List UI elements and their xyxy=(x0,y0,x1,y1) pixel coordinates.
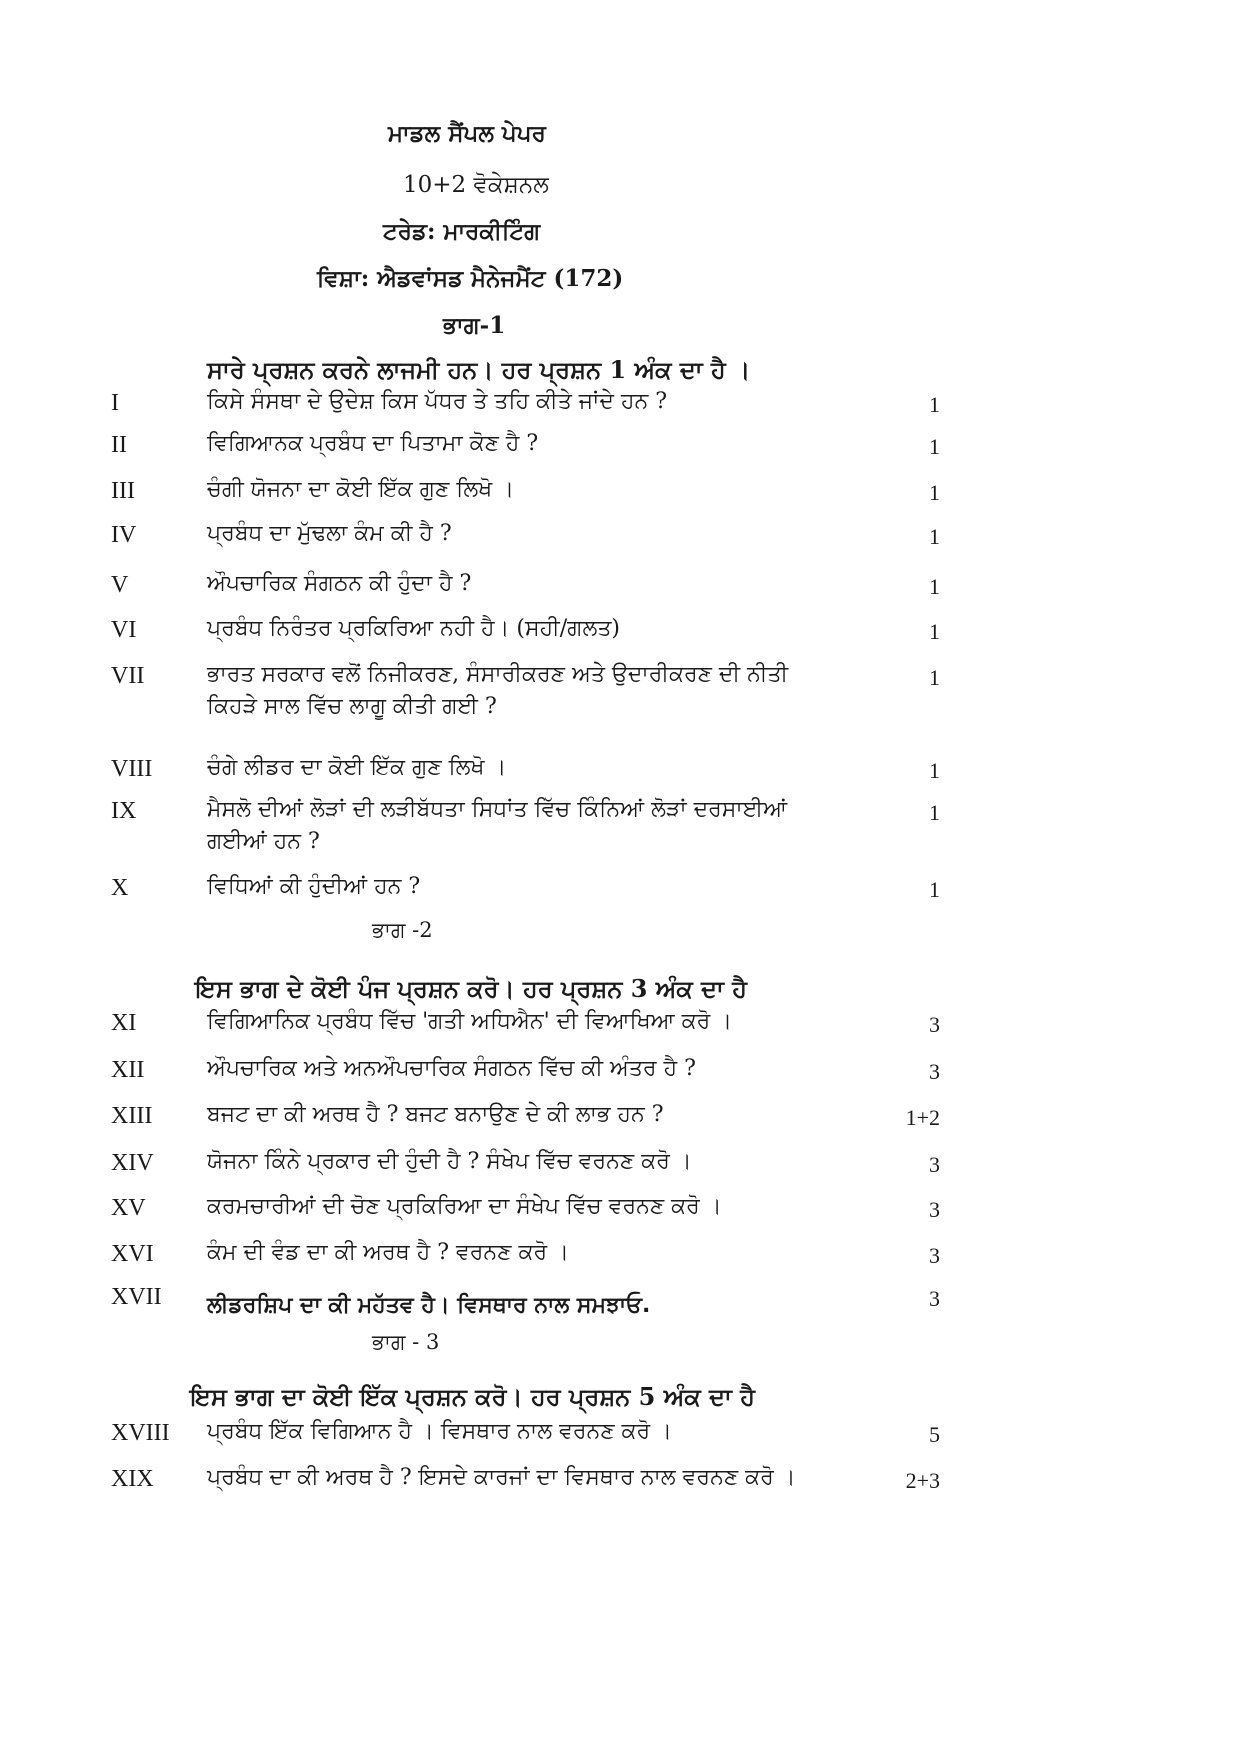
part-3-label: ਭਾਗ - 3 xyxy=(372,1330,440,1354)
question-marks: 1 xyxy=(929,665,940,690)
question-number: X xyxy=(111,875,129,901)
part-1-label: ਭਾਗ-1 xyxy=(443,312,506,339)
question-text: ਮੈਸਲੋ ਦੀਆਂ ਲੋੜਾਂ ਦੀ ਲੜੀਬੱਧਤਾ ਸਿਧਾਂਤ ਵਿੱਚ ਕਿੰਨਿਆਂ ਲੋੜਾਂ ਦਰਸਾਈਆਂ ਗਈਆਂ ਹਨ ? xyxy=(207,797,788,854)
question-marks: 1 xyxy=(929,574,940,599)
question-number: IX xyxy=(111,798,137,824)
question-number: IV xyxy=(111,522,137,548)
question-number: XIII xyxy=(111,1103,153,1129)
question-marks: 3 xyxy=(929,1197,940,1222)
question-marks: 1 xyxy=(929,877,940,902)
question-marks: 3 xyxy=(929,1059,940,1084)
question-text: ਚੰਗੇ ਲੀਡਰ ਦਾ ਕੋਈ ਇੱਕ ਗੁਣ ਲਿਖੋ । xyxy=(207,755,507,780)
question-marks: 1 xyxy=(929,619,940,644)
question-text: ਵਿਗਿਆਨਕ ਪ੍ਰਬੰਧ ਦਾ ਪਿਤਾਮਾ ਕੋਣ ਹੈ ? xyxy=(207,431,539,456)
part-2-instruction: ਇਸ ਭਾਗ ਦੇ ਕੋਈ ਪੰਜ ਪ੍ਰਸ਼ਨ ਕਰੋ। ਹਰ ਪ੍ਰਸ਼ਨ 3 ਅੰਕ ਦਾ ਹੈ xyxy=(195,974,747,1003)
trade-label: ਟਰੇਡ: ਮਾਰਕੀਟਿੰਗ xyxy=(383,218,541,245)
question-number: II xyxy=(111,432,127,458)
question-marks: 3 xyxy=(929,1243,940,1268)
question-marks: 5 xyxy=(929,1422,940,1447)
question-marks: 1+2 xyxy=(905,1105,940,1130)
question-text: ਲੀਡਰਸ਼ਿਪ ਦਾ ਕੀ ਮਹੱਤਵ ਹੈ। ਵਿਸਥਾਰ ਨਾਲ ਸਮਝਾਓ. xyxy=(207,1293,651,1318)
question-text: ਔਪਚਾਰਿਕ ਸੰਗਠਨ ਕੀ ਹੁੰਦਾ ਹੈ ? xyxy=(207,571,472,596)
question-number: XVI xyxy=(111,1241,154,1267)
question-marks: 3 xyxy=(929,1286,940,1311)
part-1-instruction: ਸਾਰੇ ਪ੍ਰਸ਼ਨ ਕਰਨੇ ਲਾਜਮੀ ਹਨ। ਹਰ ਪ੍ਰਸ਼ਨ 1 ਅੰਕ ਦਾ ਹੈ । xyxy=(207,355,751,384)
question-text: ਯੋਜਨਾ ਕਿੰਨੇ ਪ੍ਰਕਾਰ ਦੀ ਹੁੰਦੀ ਹੈ ? ਸੰਖੇਪ ਵਿੱਚ ਵਰਨਣ ਕਰੋ । xyxy=(207,1149,692,1174)
question-number: XVIII xyxy=(111,1420,170,1446)
question-text: ਪ੍ਰਬੰਧ ਨਿਰੰਤਰ ਪ੍ਰਕਿਰਿਆ ਨਹੀ ਹੈ। (ਸਹੀ/ਗਲਤ) xyxy=(207,616,620,641)
question-number: VII xyxy=(111,663,145,689)
part-2-label: ਭਾਗ -2 xyxy=(372,918,433,942)
question-number: III xyxy=(111,478,135,504)
question-text: ਵਿਗਿਆਨਿਕ ਪ੍ਰਬੰਧ ਵਿੱਚ 'ਗਤੀ ਅਧਿਐਨ' ਦੀ ਵਿਆਖਿਆ ਕਰੋ । xyxy=(207,1009,733,1034)
question-text: ਕਰਮਚਾਰੀਆਂ ਦੀ ਚੋਣ ਪ੍ਰਕਿਰਿਆ ਦਾ ਸੰਖੇਪ ਵਿੱਚ ਵਰਨਣ ਕਰੋ । xyxy=(207,1194,722,1219)
question-text: ਬਜਟ ਦਾ ਕੀ ਅਰਥ ਹੈ ? ਬਜਟ ਬਨਾਉਣ ਦੇ ਕੀ ਲਾਭ ਹਨ ? xyxy=(207,1102,664,1127)
question-text: ਪ੍ਰਬੰਧ ਇੱਕ ਵਿਗਿਆਨ ਹੈ । ਵਿਸਥਾਰ ਨਾਲ ਵਰਨਣ ਕਰੋ । xyxy=(207,1419,673,1444)
question-number: XII xyxy=(111,1057,145,1083)
question-text: ਵਿਧਿਆਂ ਕੀ ਹੁੰਦੀਆਂ ਹਨ ? xyxy=(207,874,421,899)
class-label: 10+2 ਵੋਕੇਸ਼ਨਲ xyxy=(403,172,549,198)
question-text: ਚੰਗੀ ਯੋਜਨਾ ਦਾ ਕੋਈ ਇੱਕ ਗੁਣ ਲਿਖੋ । xyxy=(207,477,515,502)
part-3-instruction: ਇਸ ਭਾਗ ਦਾ ਕੋਈ ਇੱਕ ਪ੍ਰਸ਼ਨ ਕਰੋ। ਹਰ ਪ੍ਰਸ਼ਨ 5 ਅੰਕ ਦਾ ਹੈ xyxy=(190,1382,755,1411)
question-marks: 1 xyxy=(929,800,940,825)
paper-title: ਮਾਡਲ ਸੈਂਪਲ ਪੇਪਰ xyxy=(388,120,546,147)
question-number: XV xyxy=(111,1195,146,1221)
question-marks: 1 xyxy=(929,480,940,505)
question-number: XIX xyxy=(111,1466,154,1492)
question-marks: 1 xyxy=(929,758,940,783)
question-marks: 3 xyxy=(929,1012,940,1037)
question-marks: 3 xyxy=(929,1152,940,1177)
question-text: ਪ੍ਰਬੰਧ ਦਾ ਮੁੱਢਲਾ ਕੰਮ ਕੀ ਹੈ ? xyxy=(207,521,452,546)
question-text: ਕਿਸੇ ਸੰਸਥਾ ਦੇ ਉਦੇਸ਼ ਕਿਸ ਪੱਧਰ ਤੇ ਤਹਿ ਕੀਤੇ ਜਾਂਦੇ ਹਨ ? xyxy=(207,389,667,414)
question-number: VI xyxy=(111,617,137,643)
question-number: XI xyxy=(111,1010,137,1036)
question-marks: 1 xyxy=(929,434,940,459)
question-number: XIV xyxy=(111,1150,154,1176)
subject-label: ਵਿਸ਼ਾ: ਐਡਵਾਂਸਡ ਮੈਨੇਜਮੈਂਟ (172) xyxy=(317,265,624,292)
question-text: ਔਪਚਾਰਿਕ ਅਤੇ ਅਨਔਪਚਾਰਿਕ ਸੰਗਠਨ ਵਿੱਚ ਕੀ ਅੰਤਰ ਹੈ ? xyxy=(207,1056,696,1081)
question-number: V xyxy=(111,572,129,598)
question-number: I xyxy=(111,390,119,416)
question-text: ਭਾਰਤ ਸਰਕਾਰ ਵਲੋਂ ਨਿਜੀਕਰਣ, ਸੰਸਾਰੀਕਰਣ ਅਤੇ ਉਦਾਰੀਕਰਣ ਦੀ ਨੀਤੀ ਕਿਹੜੇ ਸਾਲ ਵਿੱਚ ਲਾਗੂ ਕੀਤੀ ਗਈ ? xyxy=(207,662,789,719)
question-number: VIII xyxy=(111,756,153,782)
question-marks: 1 xyxy=(929,392,940,417)
question-marks: 2+3 xyxy=(905,1468,940,1493)
question-text: ਕੰਮ ਦੀ ਵੰਡ ਦਾ ਕੀ ਅਰਥ ਹੈ ? ਵਰਨਣ ਕਰੋ । xyxy=(207,1240,569,1265)
question-number: XVII xyxy=(111,1284,162,1310)
question-text: ਪ੍ਰਬੰਧ ਦਾ ਕੀ ਅਰਥ ਹੈ ? ਇਸਦੇ ਕਾਰਜਾਂ ਦਾ ਵਿਸਥਾਰ ਨਾਲ ਵਰਨਣ ਕਰੋ । xyxy=(207,1465,796,1490)
question-marks: 1 xyxy=(929,524,940,549)
